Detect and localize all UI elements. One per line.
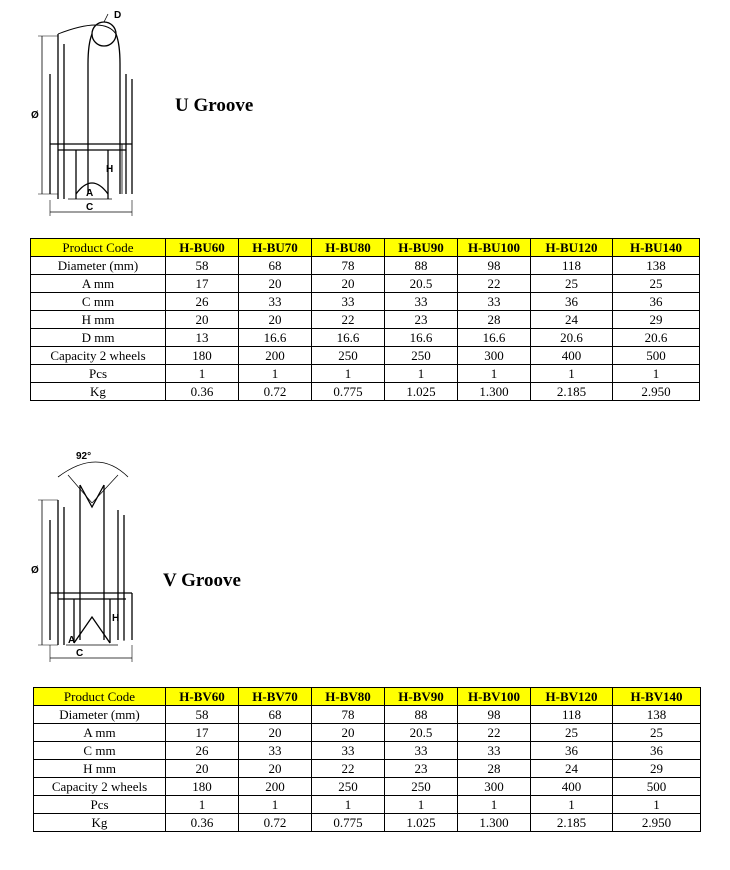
u-table-cell: 16.6	[385, 329, 458, 347]
u-table-cell: 78	[312, 257, 385, 275]
v-table-cell: 22	[458, 724, 531, 742]
u-table-cell: 118	[531, 257, 613, 275]
u-table-row	[31, 329, 700, 347]
v-table-cell: 58	[166, 706, 239, 724]
v-table-cell: 1	[531, 796, 613, 814]
u-table-cell: 180	[166, 347, 239, 365]
v-table-cell: 180	[166, 778, 239, 796]
u-table-cell: 88	[385, 257, 458, 275]
u-table-cell: 36	[613, 293, 700, 311]
v-table-cell: 20	[166, 760, 239, 778]
u-row-label: Capacity 2 wheels	[31, 347, 166, 365]
u-table-cell: 1	[312, 365, 385, 383]
u-table-cell: 1	[166, 365, 239, 383]
v-table-cell: 1	[385, 796, 458, 814]
u-table-row	[31, 347, 700, 365]
v-table-cell: 33	[385, 742, 458, 760]
u-table-cell: 0.36	[166, 383, 239, 401]
v-table-cell: 1	[613, 796, 701, 814]
v-table-cell: 33	[239, 742, 312, 760]
u-table-cell: 17	[166, 275, 239, 293]
u-table-row	[31, 275, 700, 293]
u-row-label: C mm	[31, 293, 166, 311]
v-table-row	[34, 724, 701, 742]
u-table-cell: 98	[458, 257, 531, 275]
u-table-cell: 24	[531, 311, 613, 329]
v-header-cell: H-BV100	[458, 688, 531, 706]
u-table-row	[31, 293, 700, 311]
u-table-cell: 29	[613, 311, 700, 329]
u-table-cell: 20	[312, 275, 385, 293]
u-table-cell: 1	[458, 365, 531, 383]
u-table-cell: 1	[613, 365, 700, 383]
u-groove-table	[30, 238, 700, 401]
v-table-cell: 88	[385, 706, 458, 724]
v-table-cell: 24	[531, 760, 613, 778]
u-table-cell: 33	[239, 293, 312, 311]
v-table-cell: 29	[613, 760, 701, 778]
v-table-cell: 20	[239, 760, 312, 778]
v-table-cell: 200	[239, 778, 312, 796]
v-row-label: Pcs	[34, 796, 166, 814]
u-header-cell: H-BU120	[531, 239, 613, 257]
v-header-cell: Product Code	[34, 688, 166, 706]
v-table-row	[34, 814, 701, 832]
v-row-label: Diameter (mm)	[34, 706, 166, 724]
v-header-row	[34, 688, 701, 706]
u-row-label: Pcs	[31, 365, 166, 383]
u-table-cell: 20.6	[613, 329, 700, 347]
u-table-cell: 25	[531, 275, 613, 293]
v-table-cell: 0.775	[312, 814, 385, 832]
u-table-cell: 2.950	[613, 383, 700, 401]
v-table-cell: 36	[531, 742, 613, 760]
u-table-cell: 33	[458, 293, 531, 311]
u-table-cell: 300	[458, 347, 531, 365]
u-table-cell: 1.025	[385, 383, 458, 401]
v-table-cell: 400	[531, 778, 613, 796]
v-table-cell: 36	[613, 742, 701, 760]
v-table-cell: 118	[531, 706, 613, 724]
v-header-cell: H-BV120	[531, 688, 613, 706]
u-row-label: D mm	[31, 329, 166, 347]
v-table-cell: 1	[312, 796, 385, 814]
v-table-cell: 20.5	[385, 724, 458, 742]
u-row-label: Kg	[31, 383, 166, 401]
v-row-label: C mm	[34, 742, 166, 760]
u-table-cell: 1.300	[458, 383, 531, 401]
v-table-cell: 250	[385, 778, 458, 796]
u-table-cell: 1	[385, 365, 458, 383]
v-diameter-label: Ø	[31, 565, 39, 576]
v-table-row	[34, 742, 701, 760]
u-table-cell: 28	[458, 311, 531, 329]
u-table-row	[31, 311, 700, 329]
u-header-cell: Product Code	[31, 239, 166, 257]
u-table-cell: 138	[613, 257, 700, 275]
v-row-label: A mm	[34, 724, 166, 742]
v-table-cell: 20	[312, 724, 385, 742]
u-header-row	[31, 239, 700, 257]
u-table-cell: 25	[613, 275, 700, 293]
u-table-cell: 1	[531, 365, 613, 383]
u-table-cell: 33	[312, 293, 385, 311]
u-header-cell: H-BU100	[458, 239, 531, 257]
u-table-cell: 500	[613, 347, 700, 365]
u-table-cell: 36	[531, 293, 613, 311]
u-header-cell: H-BU80	[312, 239, 385, 257]
v-table-cell: 98	[458, 706, 531, 724]
v-table-cell: 1.300	[458, 814, 531, 832]
v-table-cell: 20	[239, 724, 312, 742]
u-row-label: A mm	[31, 275, 166, 293]
v-table-cell: 138	[613, 706, 701, 724]
u-table-cell: 68	[239, 257, 312, 275]
u-c-label: C	[86, 202, 94, 213]
u-table-cell: 23	[385, 311, 458, 329]
u-row-label: Diameter (mm)	[31, 257, 166, 275]
v-angle-label: 92°	[76, 451, 92, 462]
u-table-cell: 20	[166, 311, 239, 329]
v-table-cell: 33	[312, 742, 385, 760]
u-h-label: H	[106, 164, 114, 175]
v-header-cell: H-BV90	[385, 688, 458, 706]
v-table-cell: 68	[239, 706, 312, 724]
u-table-cell: 16.6	[458, 329, 531, 347]
v-groove-drawing	[28, 445, 138, 670]
u-table-cell: 200	[239, 347, 312, 365]
v-table-cell: 0.72	[239, 814, 312, 832]
u-table-cell: 20	[239, 311, 312, 329]
u-d-label: D	[114, 10, 122, 21]
u-header-cell: H-BU70	[239, 239, 312, 257]
u-table-cell: 250	[312, 347, 385, 365]
u-table-cell: 26	[166, 293, 239, 311]
v-table-cell: 1	[458, 796, 531, 814]
u-table-cell: 22	[312, 311, 385, 329]
u-table-cell: 0.72	[239, 383, 312, 401]
v-table-cell: 2.950	[613, 814, 701, 832]
v-table-cell: 28	[458, 760, 531, 778]
v-table-cell: 0.36	[166, 814, 239, 832]
u-table-cell: 2.185	[531, 383, 613, 401]
v-groove-table	[33, 687, 701, 832]
v-table-cell: 500	[613, 778, 701, 796]
u-groove-title: U Groove	[175, 95, 254, 116]
u-diameter-label: Ø	[31, 110, 39, 121]
v-table-cell: 2.185	[531, 814, 613, 832]
u-row-label: H mm	[31, 311, 166, 329]
v-header-cell: H-BV80	[312, 688, 385, 706]
v-header-cell: H-BV70	[239, 688, 312, 706]
v-a-label: A	[68, 635, 76, 646]
u-table-cell: 250	[385, 347, 458, 365]
u-table-row	[31, 365, 700, 383]
u-table-cell: 0.775	[312, 383, 385, 401]
u-table-cell: 16.6	[312, 329, 385, 347]
u-groove-drawing	[28, 4, 138, 224]
u-header-cell: H-BU140	[613, 239, 700, 257]
v-table-cell: 1	[239, 796, 312, 814]
v-table-row	[34, 778, 701, 796]
v-table-cell: 300	[458, 778, 531, 796]
v-table-cell: 22	[312, 760, 385, 778]
u-table-cell: 22	[458, 275, 531, 293]
v-h-label: H	[112, 613, 120, 624]
v-table-cell: 17	[166, 724, 239, 742]
v-table-cell: 26	[166, 742, 239, 760]
v-c-label: C	[76, 648, 84, 659]
v-table-row	[34, 796, 701, 814]
u-table-cell: 400	[531, 347, 613, 365]
u-table-row	[31, 383, 700, 401]
u-table-cell: 16.6	[239, 329, 312, 347]
v-row-label: H mm	[34, 760, 166, 778]
u-table-cell: 20	[239, 275, 312, 293]
v-table-cell: 33	[458, 742, 531, 760]
v-header-cell: H-BV60	[166, 688, 239, 706]
v-groove-title: V Groove	[163, 570, 241, 591]
u-header-cell: H-BU60	[166, 239, 239, 257]
u-table-cell: 1	[239, 365, 312, 383]
u-table-cell: 20.6	[531, 329, 613, 347]
u-table-cell: 13	[166, 329, 239, 347]
u-header-cell: H-BU90	[385, 239, 458, 257]
v-table-cell: 25	[613, 724, 701, 742]
v-table-row	[34, 760, 701, 778]
v-table-cell: 250	[312, 778, 385, 796]
u-table-cell: 20.5	[385, 275, 458, 293]
v-header-cell: H-BV140	[613, 688, 701, 706]
u-table-cell: 58	[166, 257, 239, 275]
v-table-cell: 78	[312, 706, 385, 724]
v-table-cell: 23	[385, 760, 458, 778]
v-table-cell: 25	[531, 724, 613, 742]
v-row-label: Kg	[34, 814, 166, 832]
v-table-row	[34, 706, 701, 724]
u-table-cell: 33	[385, 293, 458, 311]
v-table-cell: 1	[166, 796, 239, 814]
v-table-cell: 1.025	[385, 814, 458, 832]
v-row-label: Capacity 2 wheels	[34, 778, 166, 796]
u-table-row	[31, 257, 700, 275]
u-a-label: A	[86, 188, 94, 199]
